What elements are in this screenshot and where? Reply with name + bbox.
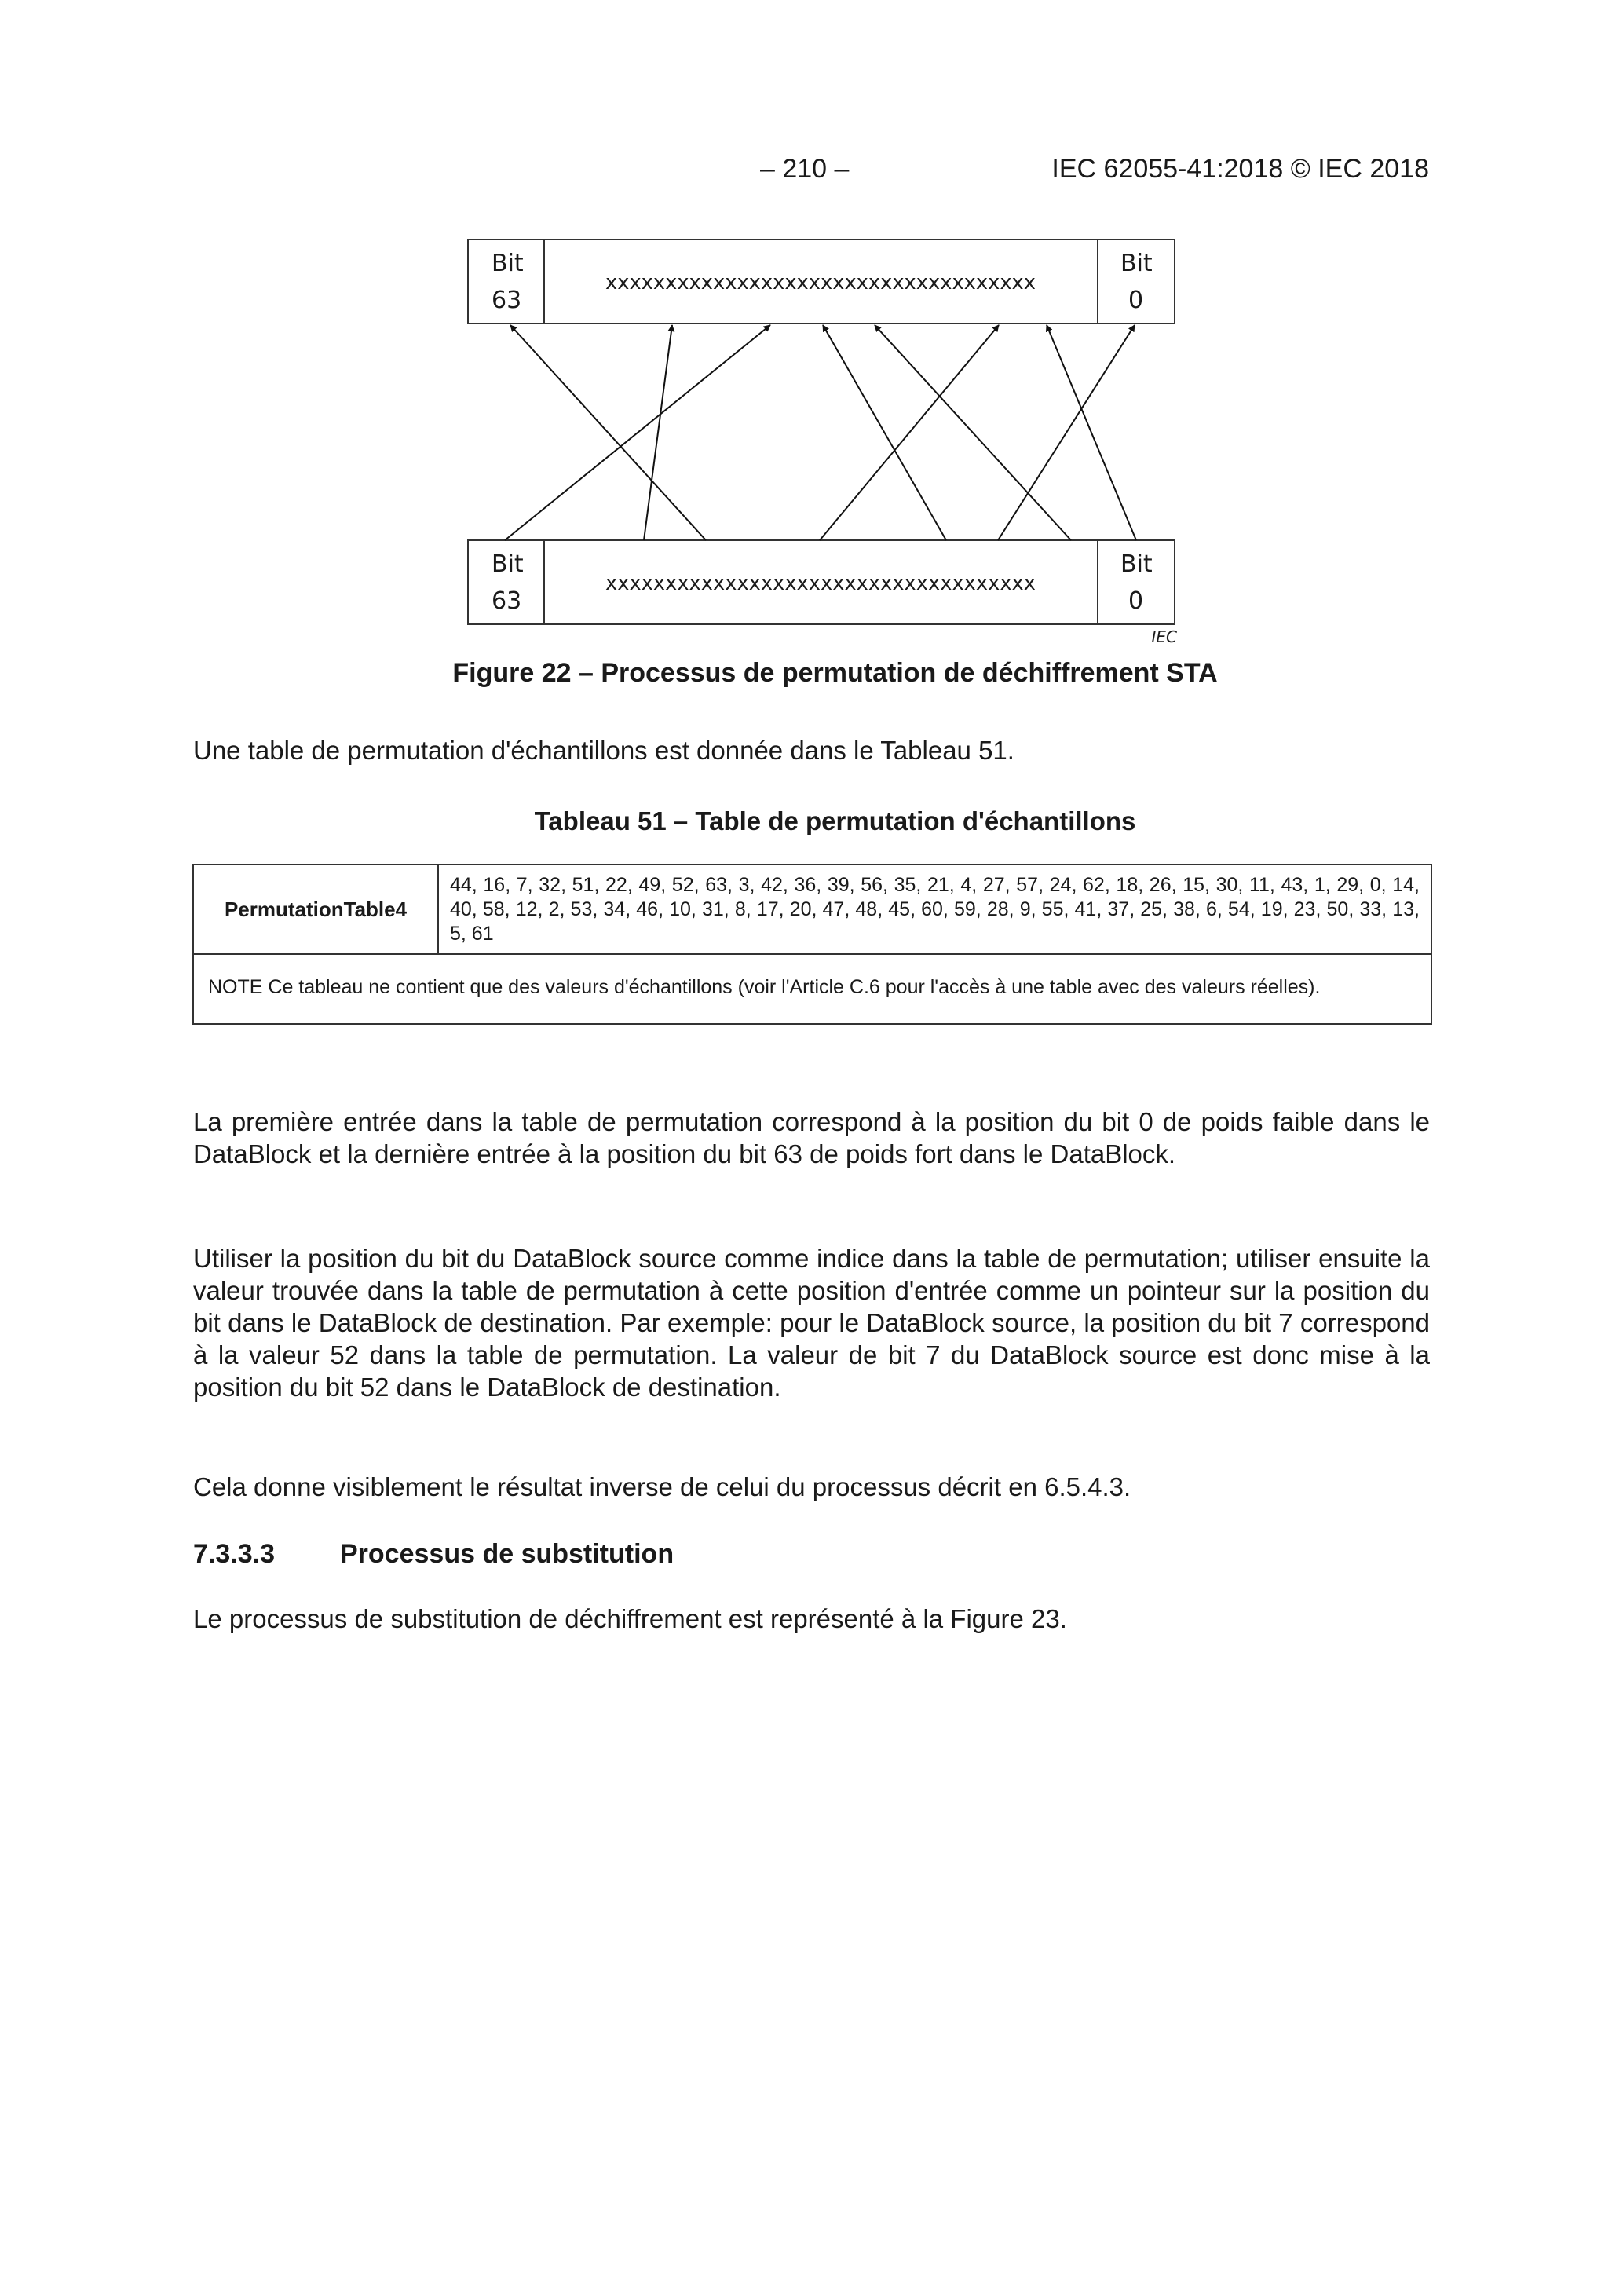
bottom-right-bit-label: Bit <box>1120 550 1153 578</box>
permutation-arrow <box>1047 325 1136 540</box>
permutation-diagram <box>0 0 1623 660</box>
standard-reference: IEC 62055-41:2018 © IEC 2018 <box>1051 154 1429 184</box>
section-paragraph: Le processus de substitution de déchiffrement est représenté à la Figure 23. <box>193 1604 1067 1633</box>
top-left-bit-number: 63 <box>492 287 522 314</box>
permutation-arrow <box>998 325 1135 540</box>
intro-paragraph: Une table de permutation d'échantillons est donnée dans le Tableau 51. <box>193 736 1014 765</box>
top-right-bit-label: Bit <box>1120 250 1153 277</box>
section-number: 7.3.3.3 <box>193 1539 275 1569</box>
top-bit-pattern: xxxxxxxxxxxxxxxxxxxxxxxxxxxxxxxxxxxx <box>605 271 1036 294</box>
paragraph-inverse-result: Cela donne visiblement le résultat inverse de celui du processus décrit en 6.5.4.3. <box>193 1472 1131 1501</box>
bottom-datablock <box>468 540 1175 624</box>
table-note: NOTE Ce tableau ne contient que des valeurs d'échantillons (voir l'Article C.6 pour l'accès à une table avec des valeurs réelles). <box>193 954 1431 1024</box>
bottom-right-bit-number: 0 <box>1128 587 1144 615</box>
permutation-arrow <box>505 325 770 540</box>
permutation-table <box>192 864 1432 1025</box>
paragraph-permutation-usage: Utiliser la position du bit du DataBlock source comme indice dans la table de permutation; utiliser ensuite la valeur trouvée dans la table de permutation à cette position d'entrée comme un pointeur sur la position du bit dans le DataBlock de destination. Par exemple: pour le DataBlock source, la position du bit 7 correspond à la valeur 52 dans la table de permutation. La valeur de bit 7 du DataBlock source est donc mise à la position du bit 52 dans le DataBlock de destination. <box>193 1244 1430 1402</box>
permutation-arrow <box>644 325 672 540</box>
table-row <box>193 954 1431 1024</box>
bottom-bit-pattern: xxxxxxxxxxxxxxxxxxxxxxxxxxxxxxxxxxxx <box>605 572 1036 595</box>
iec-source-mark: IEC <box>1151 627 1177 646</box>
top-left-bit-label: Bit <box>492 250 524 277</box>
table-row <box>193 865 1431 954</box>
permutation-table-label: PermutationTable4 <box>193 865 438 954</box>
bottom-left-bit-label: Bit <box>492 550 524 578</box>
section-title: Processus de substitution <box>340 1539 674 1569</box>
top-right-bit-number: 0 <box>1128 287 1144 314</box>
permutation-arrow <box>823 325 946 540</box>
permutation-table-values: 44, 16, 7, 32, 51, 22, 49, 52, 63, 3, 42, 36, 39, 56, 35, 21, 4, 27, 57, 24, 62, 18, 26, 15, 30, 11, 43, 1, 29, 0, 14, 40, 58, 12, 2, 53, 34, 46, 10, 31, 8, 17, 20, 47, 48, 45, 60, 59, 28, 9, 55, 41, 37, 25, 38, 6, 54, 19, 23, 50, 33, 13, 5, 61 <box>438 865 1431 954</box>
figure-caption: Figure 22 – Processus de permutation de déchiffrement STA <box>452 658 1218 688</box>
paragraph-bit-ordering: La première entrée dans la table de permutation correspond à la position du bit 0 de poids faible dans le DataBlock et la dernière entrée à la position du bit 63 de poids fort dans le DataBlock. <box>193 1107 1430 1168</box>
page-number: – 210 – <box>760 154 850 184</box>
top-datablock <box>468 239 1175 324</box>
permutation-arrow <box>510 325 706 540</box>
table-caption: Tableau 51 – Table de permutation d'échantillons <box>534 806 1136 835</box>
bottom-left-bit-number: 63 <box>492 587 522 615</box>
